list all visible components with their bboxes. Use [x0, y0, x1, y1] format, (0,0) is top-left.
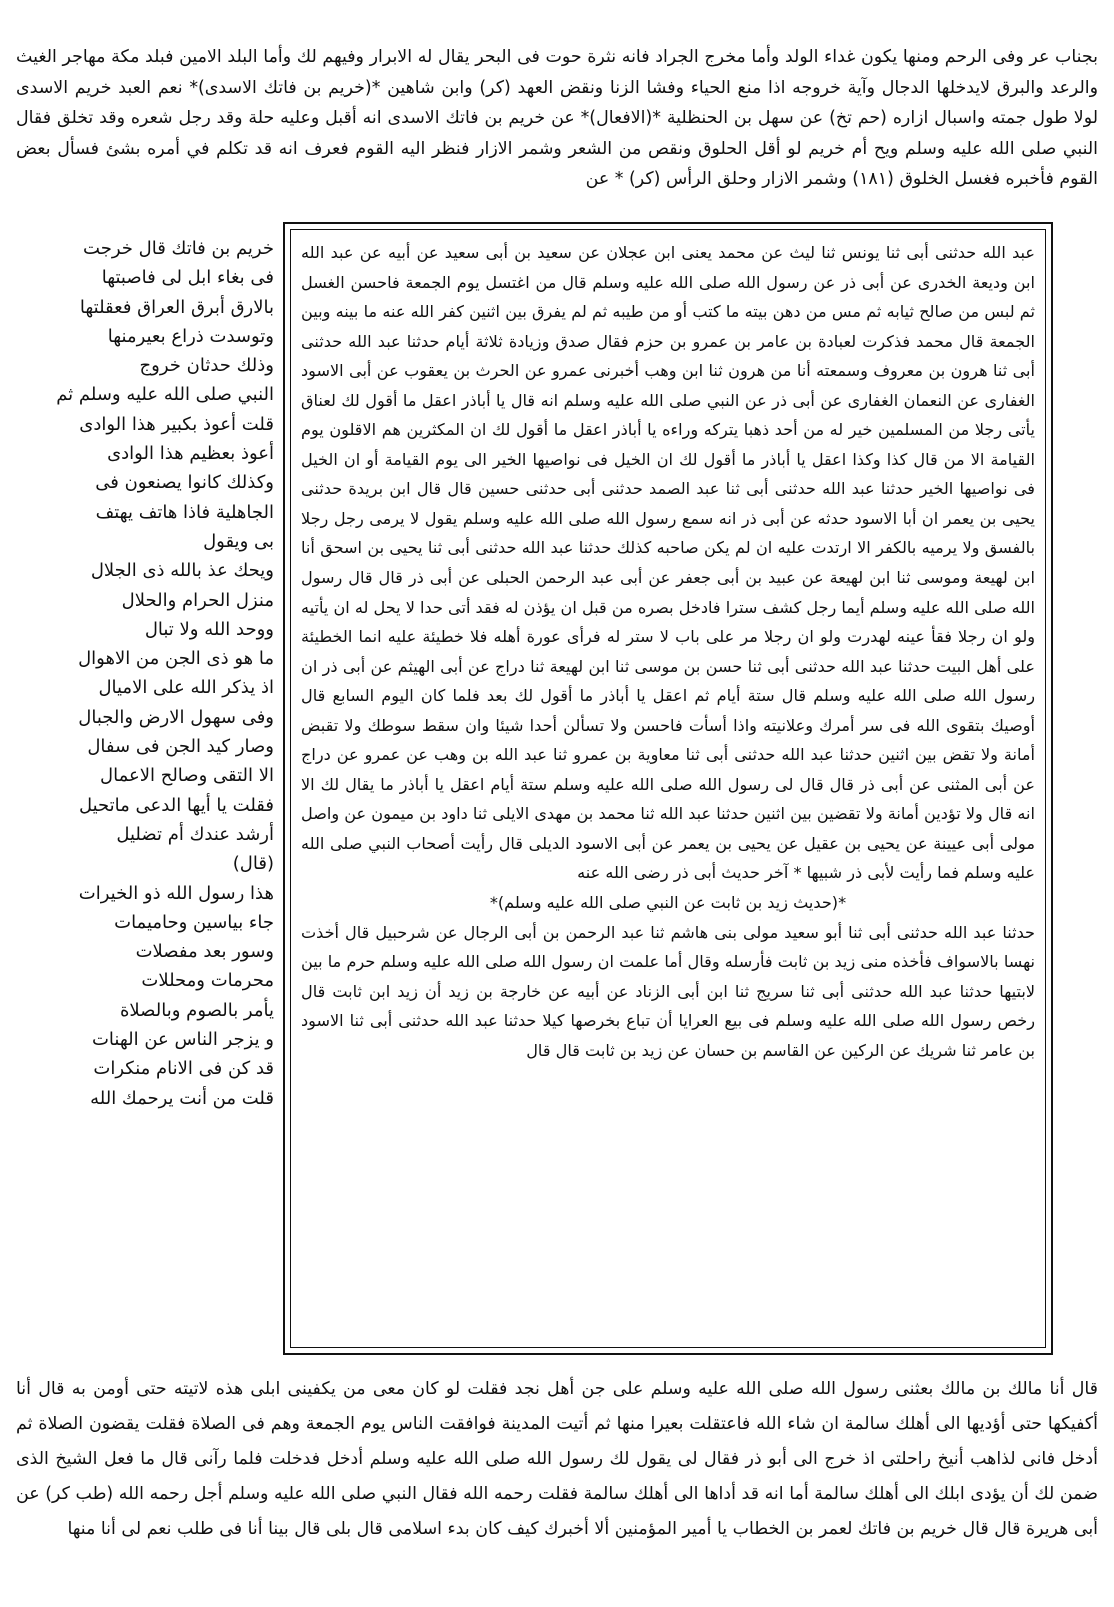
hadith-text-zayd-bin-thabit: حدثنا عبد الله حدثنى أبى ثنا أبو سعيد مولى بنى هاشم ثنا عبد الرحمن بن أبى الرجال عن شرحبيل قال أخذت نهسا بالاسواف فأخذه منى زيد بن ثابت فأرسله وقال أما علمت ان رسول الله صلى الله عليه وسلم حرم ما بين لابتيها حدثنا عبد الله حدثنى أبى ثنا سريج ثنا ابن أبى الزناد عن أبيه عن خارجة بن زيد أن زيد ابن ثابت قال رخص رسول الله صلى الله عليه وسلم فى بيع العرايا أن تباع بخرصها كيلا حدثنا عبد الله حدثنى أبى ثنا الاسود بن عامر ثنا شريك عن الركين عن القاسم بن حسان عن زيد بن ثابت قال قال — [301, 922, 1035, 1060]
bottom-commentary-text: قال أنا مالك بن مالك بعثنى رسول الله صلى الله عليه وسلم على جن أهل نجد فقلت لو كان معى من يكفينى ابلى هذه لاتيته حتى أومن به قال أنا أكفيكها حتى أؤديها الى أهلك سالمة ان شاء الله فاعتقلت بعيرا منها ثم أتيت المدينة فوافقت الناس يوم الجمعة وهم فى الصلاة فقلت يقضون الصلاة ثم أدخل فانى لذاهب أنيخ راحلتى اذ خرج الى أبو ذر فقال لى يقول لك رسول الله صلى الله عليه وسلم أدخل فدخلت فلما رآنى قال ما فعل الشيخ الذى ضمن لك أن يؤدى ابلك الى أهلك سالمة أما انه قد أداها الى أهلك سالمة فقلت رحمه الله فقال النبي صلى الله عليه وسلم أجل رحمه الله (طب كر) عن أبى هريرة قال قال خريم بن فاتك لعمر بن الخطاب يا أمير المؤمنين ألا أخبرك كيف كان بدء اسلامى قال بلى قال بينا أنا فى طلب نعم لى أنا منها — [16, 1379, 1098, 1539]
section-heading-zayd-bin-thabit: *(حديث زيد بن ثابت عن النبي صلى الله عليه وسلم)* — [489, 893, 847, 913]
top-commentary-text: بجناب عر وفى الرحم ومنها يكون غداء الولد وأما مخرج الجراد فانه نثرة حوت فى البحر يقال له الابرار وفيهم لك وأما البلد الامين فبلد مكة مهاجر الغيث والرعد والبرق لايدخلها الدجال وآية خروجه اذا منع الحياء وفشا الزنا ونقض العهد (كر) وابن شاهين *(خريم بن فاتك الاسدى)* نعم العبد خريم الاسدى لولا طول جمته واسبال ازاره (حم تخ) عن سهل بن الحنظلية *(الافعال)* عن خريم بن فاتك الاسدى انه أقبل وعليه حلة وقد رجل شعره وقد تخلق فقال النبي صلى الله عليه وسلم ويح أم خريم لو أقل الحلوق ونقص من الشعر وشمر الازار فنظر اليه القوم فعرف انه قد تكلم في أمره بشئ فسأل بعض القوم فأخبره فغسل الخلوق (١٨١) وشمر الازار وحلق الرأس (كر) * عن — [16, 47, 1098, 190]
hadith-text-abu-dharr: عبد الله حدثنى أبى ثنا يونس ثنا ليث عن محمد يعنى ابن عجلان عن سعيد بن أبى سعيد عن أبيه عن عبد الله ابن وديعة الخدرى عن أبى ذر عن رسول الله صلى الله عليه وسلم قال من اغتسل يوم الجمعة فاحسن الغسل ثم لبس من صالح ثيابه ثم مس من دهن بيته ما كتب أو من طيبه ثم لم يفرق بين اثنين كفر الله عنه ما بينه وبين الجمعة قال محمد فذكرت لعبادة بن عامر بن عمرو بن حزم فقال صدق وزيادة ثلاثة أيام حدثنا عبد الله حدثنى أبى ثنا هرون بن معروف وسمعته أنا من هرون ثنا ابن وهب أخبرنى عمرو عن الحرث بن يعقوب عن أبى الاسود الغفارى عن النعمان الغفارى عن أبى ذر عن النبي صلى الله عليه وسلم انه قال يا أباذر اعقل ما أقول لك لعناق يأتى رجلا من المسلمين خير له من أحد ذهبا يتركه وراءه يا أباذر اعقل ما أقول لك ان المكثرين هم الاقلون يوم القيامة الا من قال كذا وكذا اعقل يا أباذر ما أقول لك ان الخيل فى نواصيها الخير الى يوم القيامة أو ان الخيل فى نواصيها الخير حدثنا عبد الله حدثنى أبى ثنا عبد الصمد حدثنى أبى حدثنى حسين قال قال ابن بريدة حدثنى يحيى بن يعمر ان أبا الاسود حدثه عن أبى ذر انه سمع رسول الله صلى الله عليه وسلم يقول لا يرمى رجل رجلا بالفسق ولا يرميه بالكفر الا ارتدت عليه ان لم يكن صاحبه كذلك حدثنا عبد الله حدثنى أبى ثنا يحيى بن اسحق أنا ابن لهيعة وموسى ثنا ابن لهيعة عن عبيد بن أبى جعفر عن أبى عبد الرحمن الحبلى عن أبى ذر قال قال رسول الله صلى الله عليه وسلم أيما رجل كشف سترا فادخل بصره من قبل ان يؤذن له فقد أتى حدا لا يحل له ان يأتيه ولو ان رجلا فقأ عينه لهدرت ولو ان رجلا مر على باب لا ستر له فرأى عورة أهله فلا خطيئة عليه انما الخطيئة على أهل البيت حدثنا عبد الله حدثنى أبى ثنا حسن بن موسى ثنا ابن لهيعة ثنا دراج عن أبى الهيثم عن أبى ذر ان رسول الله صلى الله عليه وسلم قال ستة أيام ثم اعقل يا أباذر ما أقول لك بعد فلما كان اليوم السابع قال أوصيك بتقوى الله فى سر أمرك وعلانيته واذا أسأت فاحسن ولا تسألن أحدا شيئا وان سقط سوطك ولا تقبض أمانة ولا تقض بين اثنين حدثنا عبد الله حدثنى أبى ثنا معاوية بن عمرو ثنا عبد الله بن وهب عن عمرو عن دراج عن أبى المثنى عن أبى ذر قال قال لى رسول الله صلى الله عليه وسلم ستة أيام اعقل يا أباذر ما يقال لك الا انه قال ولا تؤدين أمانة ولا تقضين بين اثنين حدثنا عبد الله ثنا محمد بن مهدى الايلى ثنا داود بن ميمون عن واصل مولى أبى عيينة عن يحيى بن عقيل عن يحيى بن يعمر عن أبى الاسود الديلى قال رأيت أصحاب النبي صلى الله عليه وسلم فما رأيت لأبى ذر شبيها * آخر حديث أبى ذر رضى الله عنه — [301, 243, 1035, 883]
main-text-frame — [283, 222, 1053, 1355]
main-text-inner-frame — [290, 229, 1046, 1348]
margin-commentary-text: خريم بن فاتك قال خرجت فى بغاء ابل لى فاصبتها بالارق أبرق العراق فعقلتها وتوسدت ذراع بعيرمنها وذلك حدثان خروج النبي صلى الله عليه وسلم ثم قلت أعوذ بكبير هذا الوادى أعوذ بعظيم هذا الوادى وكذلك كانوا يصنعون فى الجاهلية فاذا هاتف يهتف بى ويقول ويحك عذ بالله ذى الجلال منزل الحرام والحلال ووحد الله ولا تبال ما هو ذى الجن من الاهوال اذ يذكر الله على الاميال وفى سهول الارض والجبال وصار كيد الجن فى سفال الا التقى وصالح الاعمال فقلت يا أيها الدعى ماتحيل أرشد عندك أم تضليل (قال) هذا رسول الله ذو الخيرات جاء بياسين وحاميمات وسور بعد مفصلات محرمات ومحللات يأمر بالصوم وبالصلاة و يزجر الناس عن الهنات قد كن فى الانام منكرات قلت من أنت يرحمك الله — [56, 238, 274, 1109]
